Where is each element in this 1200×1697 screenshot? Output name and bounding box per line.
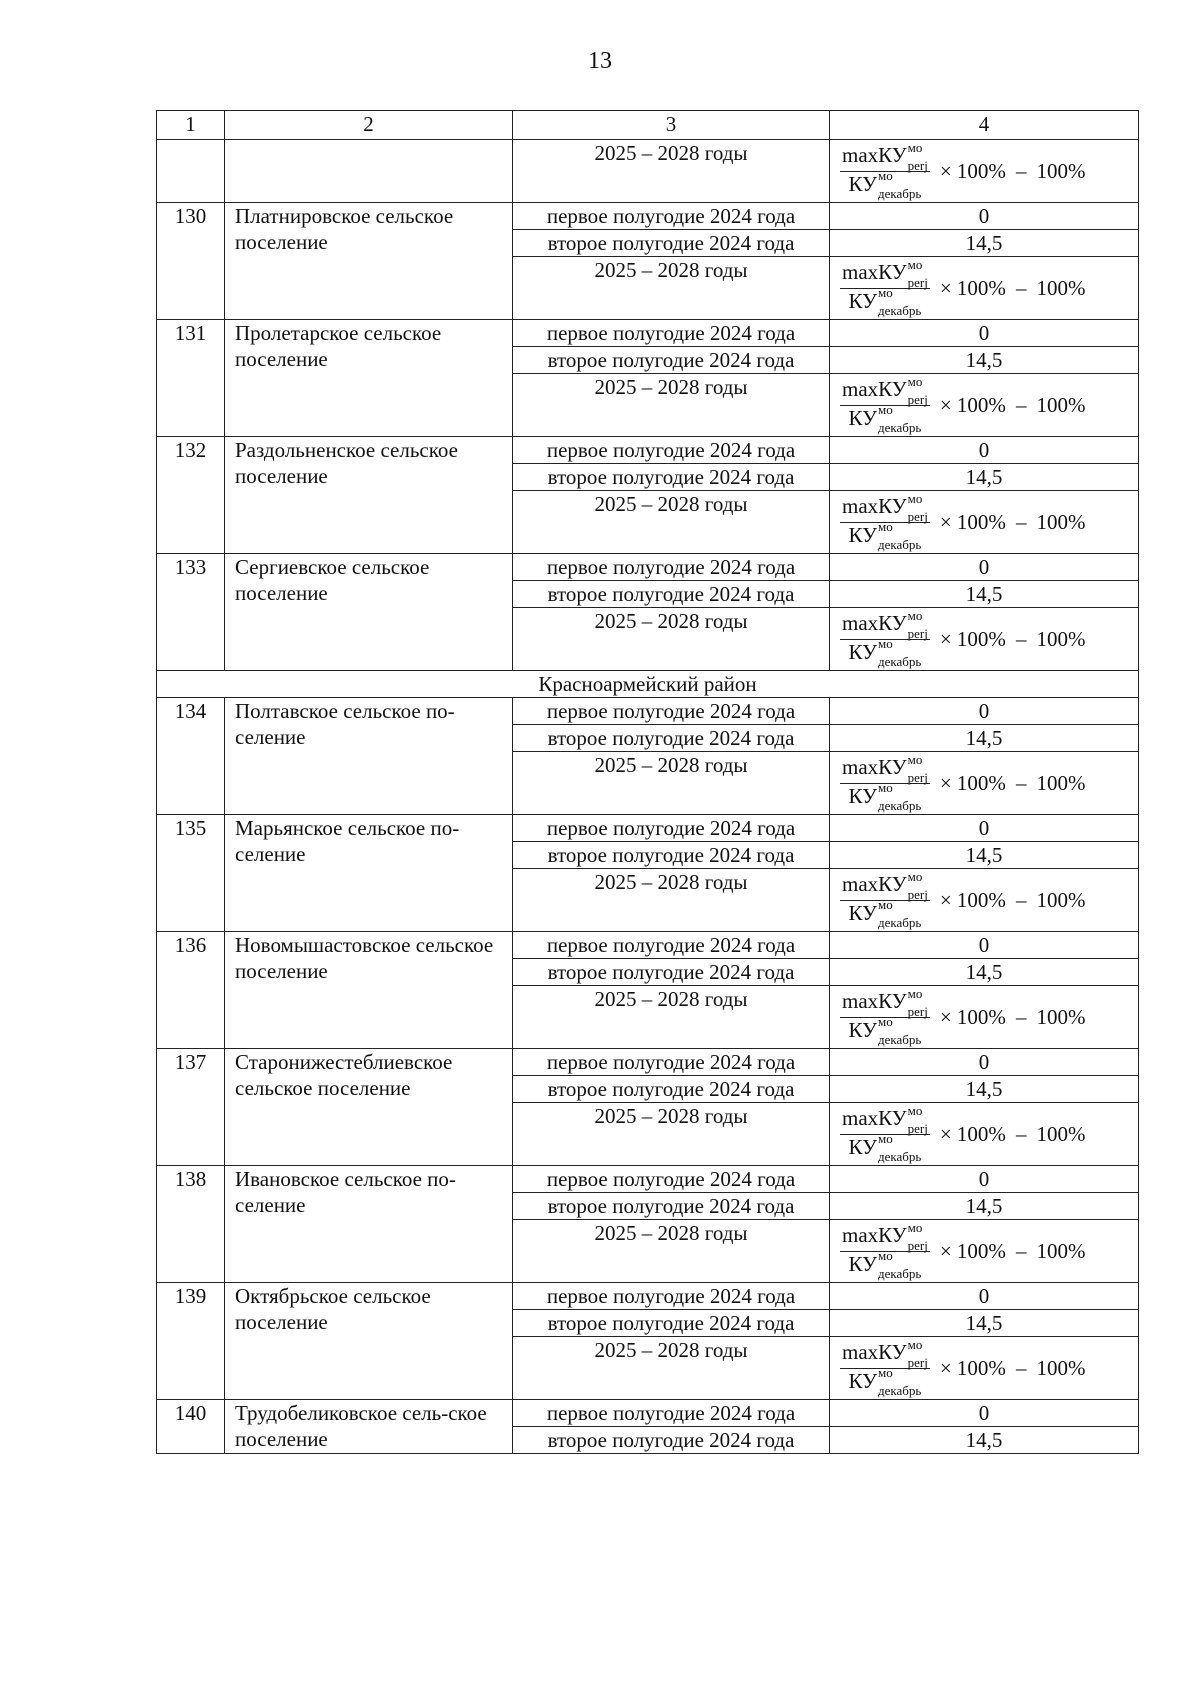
denominator-base: КУ — [848, 522, 877, 547]
numerator-indices — [907, 490, 928, 524]
numerator-superscript: мо — [907, 1102, 923, 1118]
value-cell: 14,5 — [830, 1193, 1139, 1220]
value-cell: 0 — [830, 203, 1139, 230]
period-cell: 2025 – 2028 годы — [513, 869, 830, 932]
value-cell: 0 — [830, 815, 1139, 842]
denominator-subscript: декабрь — [877, 797, 922, 813]
formula — [830, 1337, 1138, 1399]
numerator-superscript: мо — [907, 751, 923, 767]
numerator-subscript: perj — [907, 508, 928, 524]
settlement-name: Марьянское сельское по-селение — [225, 815, 513, 932]
formula-subtrahend: 100% — [1036, 771, 1086, 795]
settlement-name: Трудобеликовское сель-ское поселение — [225, 1400, 513, 1454]
denominator-indices — [877, 1247, 922, 1281]
denominator-superscript: мо — [877, 896, 893, 912]
formula — [830, 140, 1138, 202]
continuation-name-cell — [225, 140, 513, 203]
denominator-base: КУ — [848, 783, 877, 808]
formula-fraction — [840, 1102, 930, 1164]
formula-multiplier: × 100% — [939, 276, 1006, 300]
numerator-indices — [907, 256, 928, 290]
value-cell: 14,5 — [830, 842, 1139, 869]
value-cell: 14,5 — [830, 1076, 1139, 1103]
period-cell: первое полугодие 2024 года — [513, 320, 830, 347]
numerator-base: maxКУ — [842, 260, 907, 285]
settlement-name: Новомышастовское сельское поселение — [225, 932, 513, 1049]
settlement-name: Раздольненское сельское поселение — [225, 437, 513, 554]
formula-subtrahend: 100% — [1036, 510, 1086, 534]
formula-cell — [830, 1337, 1139, 1400]
row-number: 140 — [157, 1400, 225, 1454]
denominator-subscript: декабрь — [877, 1382, 922, 1398]
denominator-indices — [877, 779, 922, 813]
numerator-indices — [907, 868, 928, 902]
formula-multiplier: × 100% — [939, 771, 1006, 795]
period-cell: 2025 – 2028 годы — [513, 140, 830, 203]
formula-tail — [940, 1121, 1086, 1147]
formula-minus: – — [1015, 1356, 1027, 1380]
period-cell: первое полугодие 2024 года — [513, 815, 830, 842]
formula-denominator — [848, 518, 922, 552]
formula-tail — [940, 770, 1086, 796]
formula-cell — [830, 491, 1139, 554]
table-row — [157, 554, 1139, 581]
period-cell: первое полугодие 2024 года — [513, 1166, 830, 1193]
formula-tail — [940, 392, 1086, 418]
period-cell: второе полугодие 2024 года — [513, 1427, 830, 1454]
numerator-indices — [907, 985, 928, 1019]
period-cell: первое полугодие 2024 года — [513, 203, 830, 230]
formula-subtrahend: 100% — [1036, 888, 1086, 912]
period-cell: 2025 – 2028 годы — [513, 1220, 830, 1283]
row-number: 131 — [157, 320, 225, 437]
value-cell: 14,5 — [830, 725, 1139, 752]
formula-cell — [830, 140, 1139, 203]
formula-minus: – — [1015, 393, 1027, 417]
formula-multiplier: × 100% — [939, 1122, 1006, 1146]
denominator-superscript: мо — [877, 284, 893, 300]
denominator-subscript: декабрь — [877, 914, 922, 930]
formula-minus: – — [1015, 510, 1027, 534]
period-cell: второе полугодие 2024 года — [513, 842, 830, 869]
numerator-superscript: мо — [907, 256, 923, 272]
formula — [830, 1103, 1138, 1165]
continuation-num-cell — [157, 140, 225, 203]
header-row — [157, 111, 1139, 140]
denominator-indices — [877, 401, 922, 435]
denominator-subscript: декабрь — [877, 302, 922, 318]
numerator-indices — [907, 139, 928, 173]
denominator-base: КУ — [848, 639, 877, 664]
value-cell: 14,5 — [830, 581, 1139, 608]
formula-denominator — [848, 401, 922, 435]
numerator-subscript: perj — [907, 157, 928, 173]
denominator-superscript: мо — [877, 1364, 893, 1380]
formula-cell — [830, 608, 1139, 671]
formula-cell — [830, 986, 1139, 1049]
table-row — [157, 1166, 1139, 1193]
row-number: 136 — [157, 932, 225, 1049]
formula-multiplier: × 100% — [939, 1239, 1006, 1263]
period-cell: 2025 – 2028 годы — [513, 491, 830, 554]
table-row — [157, 698, 1139, 725]
numerator-superscript: мо — [907, 607, 923, 623]
denominator-superscript: мо — [877, 1013, 893, 1029]
formula-minus: – — [1015, 771, 1027, 795]
formula-fraction — [840, 607, 930, 669]
denominator-base: КУ — [848, 900, 877, 925]
numerator-indices — [907, 1336, 928, 1370]
period-cell: 2025 – 2028 годы — [513, 986, 830, 1049]
denominator-subscript: декабрь — [877, 419, 922, 435]
formula-subtrahend: 100% — [1036, 1356, 1086, 1380]
numerator-subscript: perj — [907, 1354, 928, 1370]
row-number: 133 — [157, 554, 225, 671]
numerator-superscript: мо — [907, 373, 923, 389]
formula-tail — [940, 887, 1086, 913]
numerator-base: maxКУ — [842, 1106, 907, 1131]
district-heading: Красноармейский район — [157, 671, 1139, 698]
denominator-superscript: мо — [877, 635, 893, 651]
period-cell: первое полугодие 2024 года — [513, 698, 830, 725]
formula-subtrahend: 100% — [1036, 159, 1086, 183]
numerator-indices — [907, 1102, 928, 1136]
formula-tail — [940, 1004, 1086, 1030]
numerator-base: maxКУ — [842, 989, 907, 1014]
period-cell: второе полугодие 2024 года — [513, 1076, 830, 1103]
formula-fraction — [840, 139, 930, 201]
formula — [830, 491, 1138, 553]
formula — [830, 374, 1138, 436]
period-cell: первое полугодие 2024 года — [513, 1283, 830, 1310]
formula-cell — [830, 1103, 1139, 1166]
denominator-superscript: мо — [877, 401, 893, 417]
denominator-base: КУ — [848, 288, 877, 313]
period-cell: второе полугодие 2024 года — [513, 464, 830, 491]
numerator-base: maxКУ — [842, 377, 907, 402]
formula-subtrahend: 100% — [1036, 1239, 1086, 1263]
denominator-superscript: мо — [877, 779, 893, 795]
formula — [830, 752, 1138, 814]
formula-subtrahend: 100% — [1036, 1005, 1086, 1029]
formula-cell — [830, 257, 1139, 320]
formula-denominator — [848, 779, 922, 813]
formula — [830, 257, 1138, 319]
numerator-subscript: perj — [907, 1120, 928, 1136]
formula-multiplier: × 100% — [939, 627, 1006, 651]
numerator-subscript: perj — [907, 625, 928, 641]
formula-minus: – — [1015, 888, 1027, 912]
numerator-base: maxКУ — [842, 872, 907, 897]
table-row — [157, 932, 1139, 959]
formula-subtrahend: 100% — [1036, 393, 1086, 417]
denominator-subscript: декабрь — [877, 1265, 922, 1281]
formula — [830, 986, 1138, 1048]
value-cell: 14,5 — [830, 1427, 1139, 1454]
period-cell: первое полугодие 2024 года — [513, 1400, 830, 1427]
period-cell: 2025 – 2028 годы — [513, 374, 830, 437]
settlement-name: Пролетарское сельское поселение — [225, 320, 513, 437]
header-col-2: 2 — [225, 111, 513, 140]
formula-fraction — [840, 490, 930, 552]
formula-fraction — [840, 1336, 930, 1398]
formula-denominator — [848, 1364, 922, 1398]
formula-denominator — [848, 635, 922, 669]
row-number: 139 — [157, 1283, 225, 1400]
numerator-indices — [907, 1219, 928, 1253]
period-cell: первое полугодие 2024 года — [513, 437, 830, 464]
denominator-indices — [877, 896, 922, 930]
formula-multiplier: × 100% — [939, 393, 1006, 417]
numerator-base: maxКУ — [842, 755, 907, 780]
header-col-1: 1 — [157, 111, 225, 140]
denominator-subscript: декабрь — [877, 1148, 922, 1164]
denominator-indices — [877, 1364, 922, 1398]
period-cell: 2025 – 2028 годы — [513, 752, 830, 815]
formula-fraction — [840, 373, 930, 435]
denominator-base: КУ — [848, 171, 877, 196]
table-row — [157, 1400, 1139, 1427]
formula — [830, 1220, 1138, 1282]
tariff-table — [156, 110, 1139, 1454]
formula-denominator — [848, 1013, 922, 1047]
denominator-subscript: декабрь — [877, 536, 922, 552]
formula-fraction — [840, 985, 930, 1047]
period-cell: второе полугодие 2024 года — [513, 725, 830, 752]
value-cell: 14,5 — [830, 1310, 1139, 1337]
table-row — [157, 320, 1139, 347]
formula-minus: – — [1015, 1239, 1027, 1263]
value-cell: 0 — [830, 1283, 1139, 1310]
value-cell: 0 — [830, 1166, 1139, 1193]
formula-tail — [940, 158, 1086, 184]
value-cell: 0 — [830, 320, 1139, 347]
numerator-subscript: perj — [907, 274, 928, 290]
denominator-subscript: декабрь — [877, 653, 922, 669]
period-cell: второе полугодие 2024 года — [513, 230, 830, 257]
formula-multiplier: × 100% — [939, 1005, 1006, 1029]
formula-minus: – — [1015, 1122, 1027, 1146]
numerator-base: maxКУ — [842, 143, 907, 168]
formula-tail — [940, 509, 1086, 535]
settlement-name: Старонижестеблиевское сельское поселение — [225, 1049, 513, 1166]
formula-multiplier: × 100% — [939, 159, 1006, 183]
formula-tail — [940, 275, 1086, 301]
table-row — [157, 437, 1139, 464]
numerator-subscript: perj — [907, 886, 928, 902]
row-number: 138 — [157, 1166, 225, 1283]
numerator-subscript: perj — [907, 1237, 928, 1253]
numerator-subscript: perj — [907, 769, 928, 785]
district-row — [157, 671, 1139, 698]
formula-denominator — [848, 284, 922, 318]
table-row — [157, 815, 1139, 842]
row-number: 135 — [157, 815, 225, 932]
numerator-superscript: мо — [907, 139, 923, 155]
formula-subtrahend: 100% — [1036, 1122, 1086, 1146]
denominator-indices — [877, 284, 922, 318]
formula-multiplier: × 100% — [939, 1356, 1006, 1380]
header-col-4: 4 — [830, 111, 1139, 140]
formula-fraction — [840, 751, 930, 813]
period-cell: первое полугодие 2024 года — [513, 932, 830, 959]
row-number: 137 — [157, 1049, 225, 1166]
numerator-base: maxКУ — [842, 611, 907, 636]
settlement-name: Ивановское сельское по-селение — [225, 1166, 513, 1283]
numerator-subscript: perj — [907, 391, 928, 407]
formula-cell — [830, 374, 1139, 437]
value-cell: 14,5 — [830, 464, 1139, 491]
numerator-subscript: perj — [907, 1003, 928, 1019]
value-cell: 0 — [830, 437, 1139, 464]
formula — [830, 608, 1138, 670]
period-cell: второе полугодие 2024 года — [513, 1193, 830, 1220]
value-cell: 14,5 — [830, 959, 1139, 986]
formula-multiplier: × 100% — [939, 510, 1006, 534]
formula-minus: – — [1015, 159, 1027, 183]
formula-cell — [830, 752, 1139, 815]
row-number: 130 — [157, 203, 225, 320]
period-cell: 2025 – 2028 годы — [513, 1103, 830, 1166]
denominator-superscript: мо — [877, 518, 893, 534]
numerator-superscript: мо — [907, 868, 923, 884]
period-cell: второе полугодие 2024 года — [513, 959, 830, 986]
value-cell: 0 — [830, 1400, 1139, 1427]
numerator-superscript: мо — [907, 490, 923, 506]
formula-fraction — [840, 256, 930, 318]
formula-subtrahend: 100% — [1036, 627, 1086, 651]
formula-minus: – — [1015, 276, 1027, 300]
row-number: 134 — [157, 698, 225, 815]
numerator-indices — [907, 751, 928, 785]
settlement-name: Платнировское сельское поселение — [225, 203, 513, 320]
formula-denominator — [848, 167, 922, 201]
value-cell: 14,5 — [830, 230, 1139, 257]
numerator-base: maxКУ — [842, 1223, 907, 1248]
value-cell: 0 — [830, 1049, 1139, 1076]
denominator-base: КУ — [848, 1368, 877, 1393]
formula-minus: – — [1015, 1005, 1027, 1029]
period-cell: первое полугодие 2024 года — [513, 554, 830, 581]
numerator-base: maxКУ — [842, 494, 907, 519]
value-cell: 0 — [830, 698, 1139, 725]
formula-tail — [940, 1238, 1086, 1264]
denominator-subscript: декабрь — [877, 185, 922, 201]
formula-denominator — [848, 1130, 922, 1164]
period-cell: 2025 – 2028 годы — [513, 1337, 830, 1400]
denominator-superscript: мо — [877, 1130, 893, 1146]
denominator-superscript: мо — [877, 167, 893, 183]
denominator-indices — [877, 1013, 922, 1047]
formula-fraction — [840, 868, 930, 930]
formula-denominator — [848, 1247, 922, 1281]
formula-multiplier: × 100% — [939, 888, 1006, 912]
formula — [830, 869, 1138, 931]
page-number: 13 — [588, 48, 612, 74]
settlement-name: Октябрьское сельское поселение — [225, 1283, 513, 1400]
period-cell: первое полугодие 2024 года — [513, 1049, 830, 1076]
formula-denominator — [848, 896, 922, 930]
row-number: 132 — [157, 437, 225, 554]
denominator-indices — [877, 635, 922, 669]
numerator-indices — [907, 373, 928, 407]
period-cell: второе полугодие 2024 года — [513, 347, 830, 374]
continuation-row — [157, 140, 1139, 203]
numerator-superscript: мо — [907, 1336, 923, 1352]
formula-cell — [830, 869, 1139, 932]
denominator-indices — [877, 167, 922, 201]
settlement-name: Сергиевское сельское поселение — [225, 554, 513, 671]
formula-tail — [940, 626, 1086, 652]
denominator-base: КУ — [848, 1251, 877, 1276]
denominator-subscript: декабрь — [877, 1031, 922, 1047]
denominator-indices — [877, 1130, 922, 1164]
formula-fraction — [840, 1219, 930, 1281]
denominator-base: КУ — [848, 1134, 877, 1159]
period-cell: второе полугодие 2024 года — [513, 1310, 830, 1337]
period-cell: 2025 – 2028 годы — [513, 608, 830, 671]
numerator-superscript: мо — [907, 985, 923, 1001]
table-row — [157, 203, 1139, 230]
denominator-base: КУ — [848, 405, 877, 430]
denominator-indices — [877, 518, 922, 552]
period-cell: 2025 – 2028 годы — [513, 257, 830, 320]
value-cell: 14,5 — [830, 347, 1139, 374]
numerator-base: maxКУ — [842, 1340, 907, 1365]
formula-cell — [830, 1220, 1139, 1283]
numerator-superscript: мо — [907, 1219, 923, 1235]
formula-tail — [940, 1355, 1086, 1381]
formula-subtrahend: 100% — [1036, 276, 1086, 300]
denominator-superscript: мо — [877, 1247, 893, 1263]
denominator-base: КУ — [848, 1017, 877, 1042]
period-cell: второе полугодие 2024 года — [513, 581, 830, 608]
formula-minus: – — [1015, 627, 1027, 651]
value-cell: 0 — [830, 554, 1139, 581]
numerator-indices — [907, 607, 928, 641]
settlement-name: Полтавское сельское по-селение — [225, 698, 513, 815]
value-cell: 0 — [830, 932, 1139, 959]
header-col-3: 3 — [513, 111, 830, 140]
table-row — [157, 1049, 1139, 1076]
table-row — [157, 1283, 1139, 1310]
